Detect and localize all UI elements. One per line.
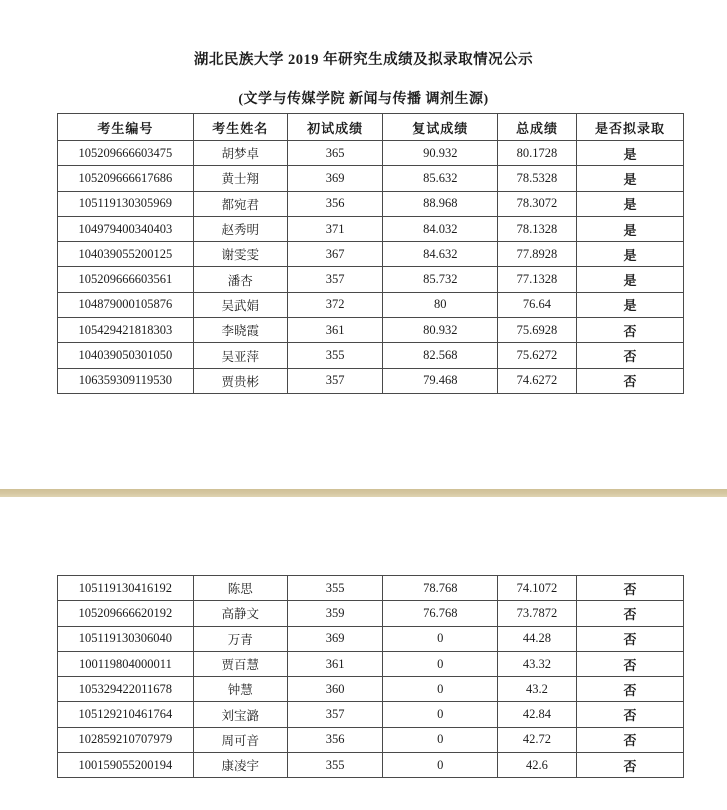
page1-table-body	[58, 141, 684, 394]
page-break-divider	[0, 489, 727, 497]
initial-score-cell: 355	[287, 576, 383, 601]
admission-status-cell: 否	[576, 727, 683, 752]
candidate-name-cell: 赵秀明	[193, 216, 287, 241]
admission-status-cell: 是	[576, 292, 683, 317]
initial-score-cell: 369	[287, 166, 383, 191]
initial-score-cell: 369	[287, 626, 383, 651]
total-score-cell: 78.1328	[498, 216, 577, 241]
table-row	[58, 191, 684, 216]
candidate-id-cell: 100159055200194	[58, 753, 194, 778]
admission-status-cell: 否	[576, 576, 683, 601]
table-row	[58, 626, 684, 651]
candidate-id-cell: 102859210707979	[58, 727, 194, 752]
candidate-name-cell: 吴武娟	[193, 292, 287, 317]
candidate-id-cell: 105119130305969	[58, 191, 194, 216]
candidate-name-cell: 贾贵彬	[193, 368, 287, 393]
candidate-id-cell: 105209666617686	[58, 166, 194, 191]
table-row	[58, 368, 684, 393]
candidate-id-cell: 105119130306040	[58, 626, 194, 651]
retest-score-cell: 0	[383, 651, 498, 676]
admission-status-cell: 否	[576, 601, 683, 626]
candidate-id-cell: 105119130416192	[58, 576, 194, 601]
candidate-id-cell: 104879000105876	[58, 292, 194, 317]
table-header-row	[58, 114, 684, 141]
candidate-id-cell: 104039050301050	[58, 343, 194, 368]
score-table-page2	[57, 575, 684, 778]
admission-status-cell: 否	[576, 651, 683, 676]
retest-score-cell: 0	[383, 677, 498, 702]
column-header-total-score: 总成绩	[498, 114, 577, 141]
candidate-name-cell: 万青	[193, 626, 287, 651]
total-score-cell: 74.1072	[498, 576, 577, 601]
total-score-cell: 77.8928	[498, 242, 577, 267]
total-score-cell: 42.84	[498, 702, 577, 727]
total-score-cell: 74.6272	[498, 368, 577, 393]
retest-score-cell: 80	[383, 292, 498, 317]
admission-status-cell: 是	[576, 216, 683, 241]
candidate-name-cell: 高静文	[193, 601, 287, 626]
retest-score-cell: 85.632	[383, 166, 498, 191]
candidate-id-cell: 105329422011678	[58, 677, 194, 702]
admission-status-cell: 否	[576, 753, 683, 778]
column-header-retest-score: 复试成绩	[383, 114, 498, 141]
page2-table-body	[58, 576, 684, 778]
total-score-cell: 42.6	[498, 753, 577, 778]
total-score-cell: 80.1728	[498, 141, 577, 166]
retest-score-cell: 90.932	[383, 141, 498, 166]
table-row	[58, 677, 684, 702]
candidate-name-cell: 李晓霞	[193, 318, 287, 343]
admission-status-cell: 是	[576, 191, 683, 216]
candidate-id-cell: 105209666603561	[58, 267, 194, 292]
candidate-name-cell: 刘宝潞	[193, 702, 287, 727]
retest-score-cell: 80.932	[383, 318, 498, 343]
candidate-name-cell: 康凌宇	[193, 753, 287, 778]
candidate-id-cell: 106359309119530	[58, 368, 194, 393]
candidate-name-cell: 钟慧	[193, 677, 287, 702]
initial-score-cell: 357	[287, 267, 383, 292]
admission-status-cell: 是	[576, 242, 683, 267]
retest-score-cell: 84.632	[383, 242, 498, 267]
retest-score-cell: 88.968	[383, 191, 498, 216]
initial-score-cell: 355	[287, 753, 383, 778]
candidate-name-cell: 谢雯雯	[193, 242, 287, 267]
total-score-cell: 44.28	[498, 626, 577, 651]
initial-score-cell: 357	[287, 368, 383, 393]
table-row	[58, 141, 684, 166]
total-score-cell: 77.1328	[498, 267, 577, 292]
retest-score-cell: 0	[383, 727, 498, 752]
initial-score-cell: 367	[287, 242, 383, 267]
column-header-candidate-id: 考生编号	[58, 114, 194, 141]
total-score-cell: 73.7872	[498, 601, 577, 626]
admission-status-cell: 否	[576, 702, 683, 727]
candidate-id-cell: 104979400340403	[58, 216, 194, 241]
retest-score-cell: 0	[383, 753, 498, 778]
admission-status-cell: 否	[576, 626, 683, 651]
table-row	[58, 343, 684, 368]
total-score-cell: 78.3072	[498, 191, 577, 216]
initial-score-cell: 371	[287, 216, 383, 241]
initial-score-cell: 355	[287, 343, 383, 368]
total-score-cell: 43.32	[498, 651, 577, 676]
retest-score-cell: 85.732	[383, 267, 498, 292]
total-score-cell: 75.6928	[498, 318, 577, 343]
candidate-id-cell: 100119804000011	[58, 651, 194, 676]
admission-status-cell: 是	[576, 166, 683, 191]
initial-score-cell: 356	[287, 727, 383, 752]
candidate-name-cell: 黄士翔	[193, 166, 287, 191]
admission-status-cell: 是	[576, 267, 683, 292]
table-row	[58, 318, 684, 343]
total-score-cell: 78.5328	[498, 166, 577, 191]
table-row	[58, 576, 684, 601]
score-table-page1	[57, 113, 684, 394]
admission-status-cell: 否	[576, 677, 683, 702]
table-row	[58, 753, 684, 778]
column-header-admission-status: 是否拟录取	[576, 114, 683, 141]
column-header-candidate-name: 考生姓名	[193, 114, 287, 141]
table-row	[58, 216, 684, 241]
candidate-name-cell: 潘杏	[193, 267, 287, 292]
initial-score-cell: 360	[287, 677, 383, 702]
candidate-name-cell: 贾百慧	[193, 651, 287, 676]
total-score-cell: 76.64	[498, 292, 577, 317]
retest-score-cell: 0	[383, 702, 498, 727]
candidate-name-cell: 胡梦卓	[193, 141, 287, 166]
initial-score-cell: 361	[287, 651, 383, 676]
initial-score-cell: 361	[287, 318, 383, 343]
candidate-name-cell: 吴亚萍	[193, 343, 287, 368]
retest-score-cell: 0	[383, 626, 498, 651]
candidate-name-cell: 陈思	[193, 576, 287, 601]
candidate-name-cell: 都宛君	[193, 191, 287, 216]
retest-score-cell: 82.568	[383, 343, 498, 368]
initial-score-cell: 357	[287, 702, 383, 727]
admission-status-cell: 是	[576, 141, 683, 166]
total-score-cell: 75.6272	[498, 343, 577, 368]
table-row	[58, 242, 684, 267]
table-row	[58, 267, 684, 292]
initial-score-cell: 365	[287, 141, 383, 166]
retest-score-cell: 84.032	[383, 216, 498, 241]
table-row	[58, 702, 684, 727]
retest-score-cell: 76.768	[383, 601, 498, 626]
admission-status-cell: 否	[576, 368, 683, 393]
retest-score-cell: 79.468	[383, 368, 498, 393]
total-score-cell: 43.2	[498, 677, 577, 702]
document-title: 湖北民族大学 2019 年研究生成绩及拟录取情况公示	[193, 52, 534, 68]
candidate-name-cell: 周可音	[193, 727, 287, 752]
table-row	[58, 601, 684, 626]
document-subtitle: (文学与传媒学院 新闻与传播 调剂生源)	[238, 92, 489, 107]
candidate-id-cell: 104039055200125	[58, 242, 194, 267]
admission-status-cell: 否	[576, 343, 683, 368]
initial-score-cell: 356	[287, 191, 383, 216]
column-header-initial-score: 初试成绩	[287, 114, 383, 141]
admission-status-cell: 否	[576, 318, 683, 343]
candidate-id-cell: 105209666603475	[58, 141, 194, 166]
table-row	[58, 651, 684, 676]
initial-score-cell: 359	[287, 601, 383, 626]
candidate-id-cell: 105429421818303	[58, 318, 194, 343]
candidate-id-cell: 105209666620192	[58, 601, 194, 626]
retest-score-cell: 78.768	[383, 576, 498, 601]
candidate-id-cell: 105129210461764	[58, 702, 194, 727]
initial-score-cell: 372	[287, 292, 383, 317]
table-row	[58, 292, 684, 317]
total-score-cell: 42.72	[498, 727, 577, 752]
table-row	[58, 166, 684, 191]
table-row	[58, 727, 684, 752]
